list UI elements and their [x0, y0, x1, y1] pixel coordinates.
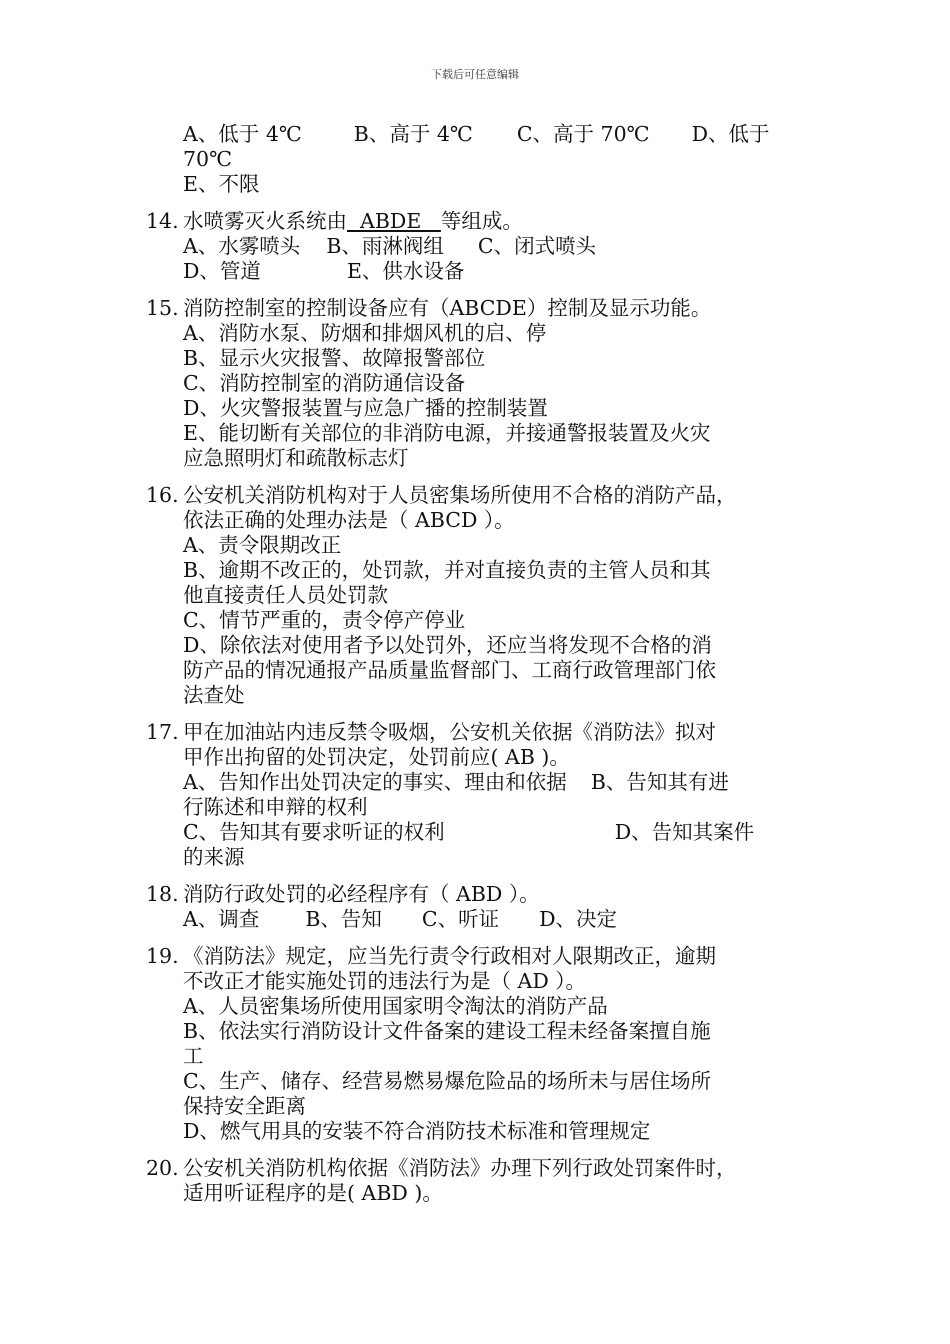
option-d: D、低于	[691, 122, 770, 146]
question-text-continuation: 适用听证程序的是( ABD )。	[183, 1181, 443, 1205]
option-b: B、告知其有进	[590, 770, 729, 794]
option-b: B、高于 4℃	[353, 122, 473, 146]
option-a: A、人员密集场所使用国家明令淘汰的消防产品	[183, 994, 608, 1018]
option-b-continuation: 他直接责任人员处罚款	[183, 583, 388, 607]
option-b: B、逾期不改正的，处罚款，并对直接负责的主管人员和其	[183, 558, 711, 582]
option-c: C、听证	[421, 907, 500, 931]
question-19	[146, 944, 826, 1144]
option-d-continuation: 70℃	[183, 147, 233, 171]
question-number: 17.	[146, 720, 179, 744]
option-c-continuation: 保持安全距离	[183, 1094, 306, 1118]
option-e: E、供水设备	[346, 259, 465, 283]
question-text: 《消防法》规定，应当先行责令行政相对人限期改正，逾期	[183, 944, 716, 968]
option-e-continuation: 应急照明灯和疏散标志灯	[183, 446, 409, 470]
option-c: C、告知其有要求听证的权利	[183, 820, 445, 844]
option-b: B、告知	[305, 907, 382, 931]
option-a: A、告知作出处罚决定的事实、理由和依据	[183, 770, 567, 794]
option-e: E、不限	[183, 172, 260, 196]
question-18	[146, 882, 826, 932]
question-text-continuation: 甲作出拘留的处罚决定，处罚前应( AB )。	[183, 745, 570, 769]
question-number: 15.	[146, 296, 179, 320]
option-a: A、消防水泵、防烟和排烟风机的启、停	[183, 321, 547, 345]
option-b-continuation: 行陈述和申辩的权利	[183, 795, 368, 819]
question-text-end: 等组成。	[440, 209, 523, 233]
question-text: 水喷雾灭火系统由	[183, 209, 347, 233]
option-a: A、低于 4℃	[183, 122, 302, 146]
question-text: 消防行政处罚的必经程序有（ ABD ）。	[183, 882, 540, 906]
option-b: B、雨淋阀组	[326, 234, 444, 258]
question-number: 20.	[146, 1156, 179, 1180]
option-a: A、水雾喷头	[183, 234, 301, 258]
option-b-continuation: 工	[183, 1044, 204, 1068]
option-d: D、告知其案件	[614, 820, 755, 844]
question-text-continuation: 依法正确的处理办法是（ ABCD ）。	[183, 508, 515, 532]
answer-blank: ABDE	[347, 209, 441, 233]
option-d: D、除依法对使用者予以处罚外，还应当将发现不合格的消	[183, 633, 712, 657]
question-text: 公安机关消防机构对于人员密集场所使用不合格的消防产品，	[183, 483, 737, 507]
question-text-continuation: 不改正才能实施处罚的违法行为是（ AD ）。	[183, 969, 587, 993]
option-d-continuation: 法查处	[183, 683, 245, 707]
question-20	[146, 1156, 826, 1206]
option-c: C、闭式喷头	[477, 234, 597, 258]
option-e: E、能切断有关部位的非消防电源，并接通警报装置及火灾	[183, 421, 711, 445]
option-c: C、生产、储存、经营易燃易爆危险品的场所未与居住场所	[183, 1069, 712, 1093]
option-b: B、显示火灾报警、故障报警部位	[183, 346, 486, 370]
page-header: 下载后可任意编辑	[431, 68, 519, 81]
question-number: 18.	[146, 882, 179, 906]
question-number: 19.	[146, 944, 179, 968]
option-c: C、情节严重的，责令停产停业	[183, 608, 466, 632]
option-a: A、责令限期改正	[183, 533, 342, 557]
question-text: 公安机关消防机构依据《消防法》办理下列行政处罚案件时，	[183, 1156, 737, 1180]
option-c: C、消防控制室的消防通信设备	[183, 371, 466, 395]
option-b: B、依法实行消防设计文件备案的建设工程未经备案擅自施	[183, 1019, 711, 1043]
question-text: 甲在加油站内违反禁令吸烟，公安机关依据《消防法》拟对	[183, 720, 716, 744]
question-number: 16.	[146, 483, 179, 507]
question-16	[146, 483, 826, 708]
option-d: D、管道	[183, 259, 261, 283]
option-d-continuation: 防产品的情况通报产品质量监督部门、工商行政管理部门依	[183, 658, 716, 682]
question-14	[146, 209, 826, 284]
option-c: C、高于 70℃	[516, 122, 650, 146]
option-d: D、决定	[539, 907, 618, 931]
question-17	[146, 720, 826, 870]
question-text: 消防控制室的控制设备应有（ABCDE）控制及显示功能。	[183, 296, 712, 320]
option-d: D、火灾警报装置与应急广播的控制装置	[183, 396, 548, 420]
prev-question-options	[146, 122, 826, 147]
question-list	[146, 122, 826, 1206]
option-d-continuation: 的来源	[183, 845, 245, 869]
option-d: D、燃气用具的安装不符合消防技术标准和管理规定	[183, 1119, 651, 1143]
question-15	[146, 296, 826, 471]
option-a: A、调查	[183, 907, 260, 931]
question-number: 14.	[146, 209, 179, 233]
